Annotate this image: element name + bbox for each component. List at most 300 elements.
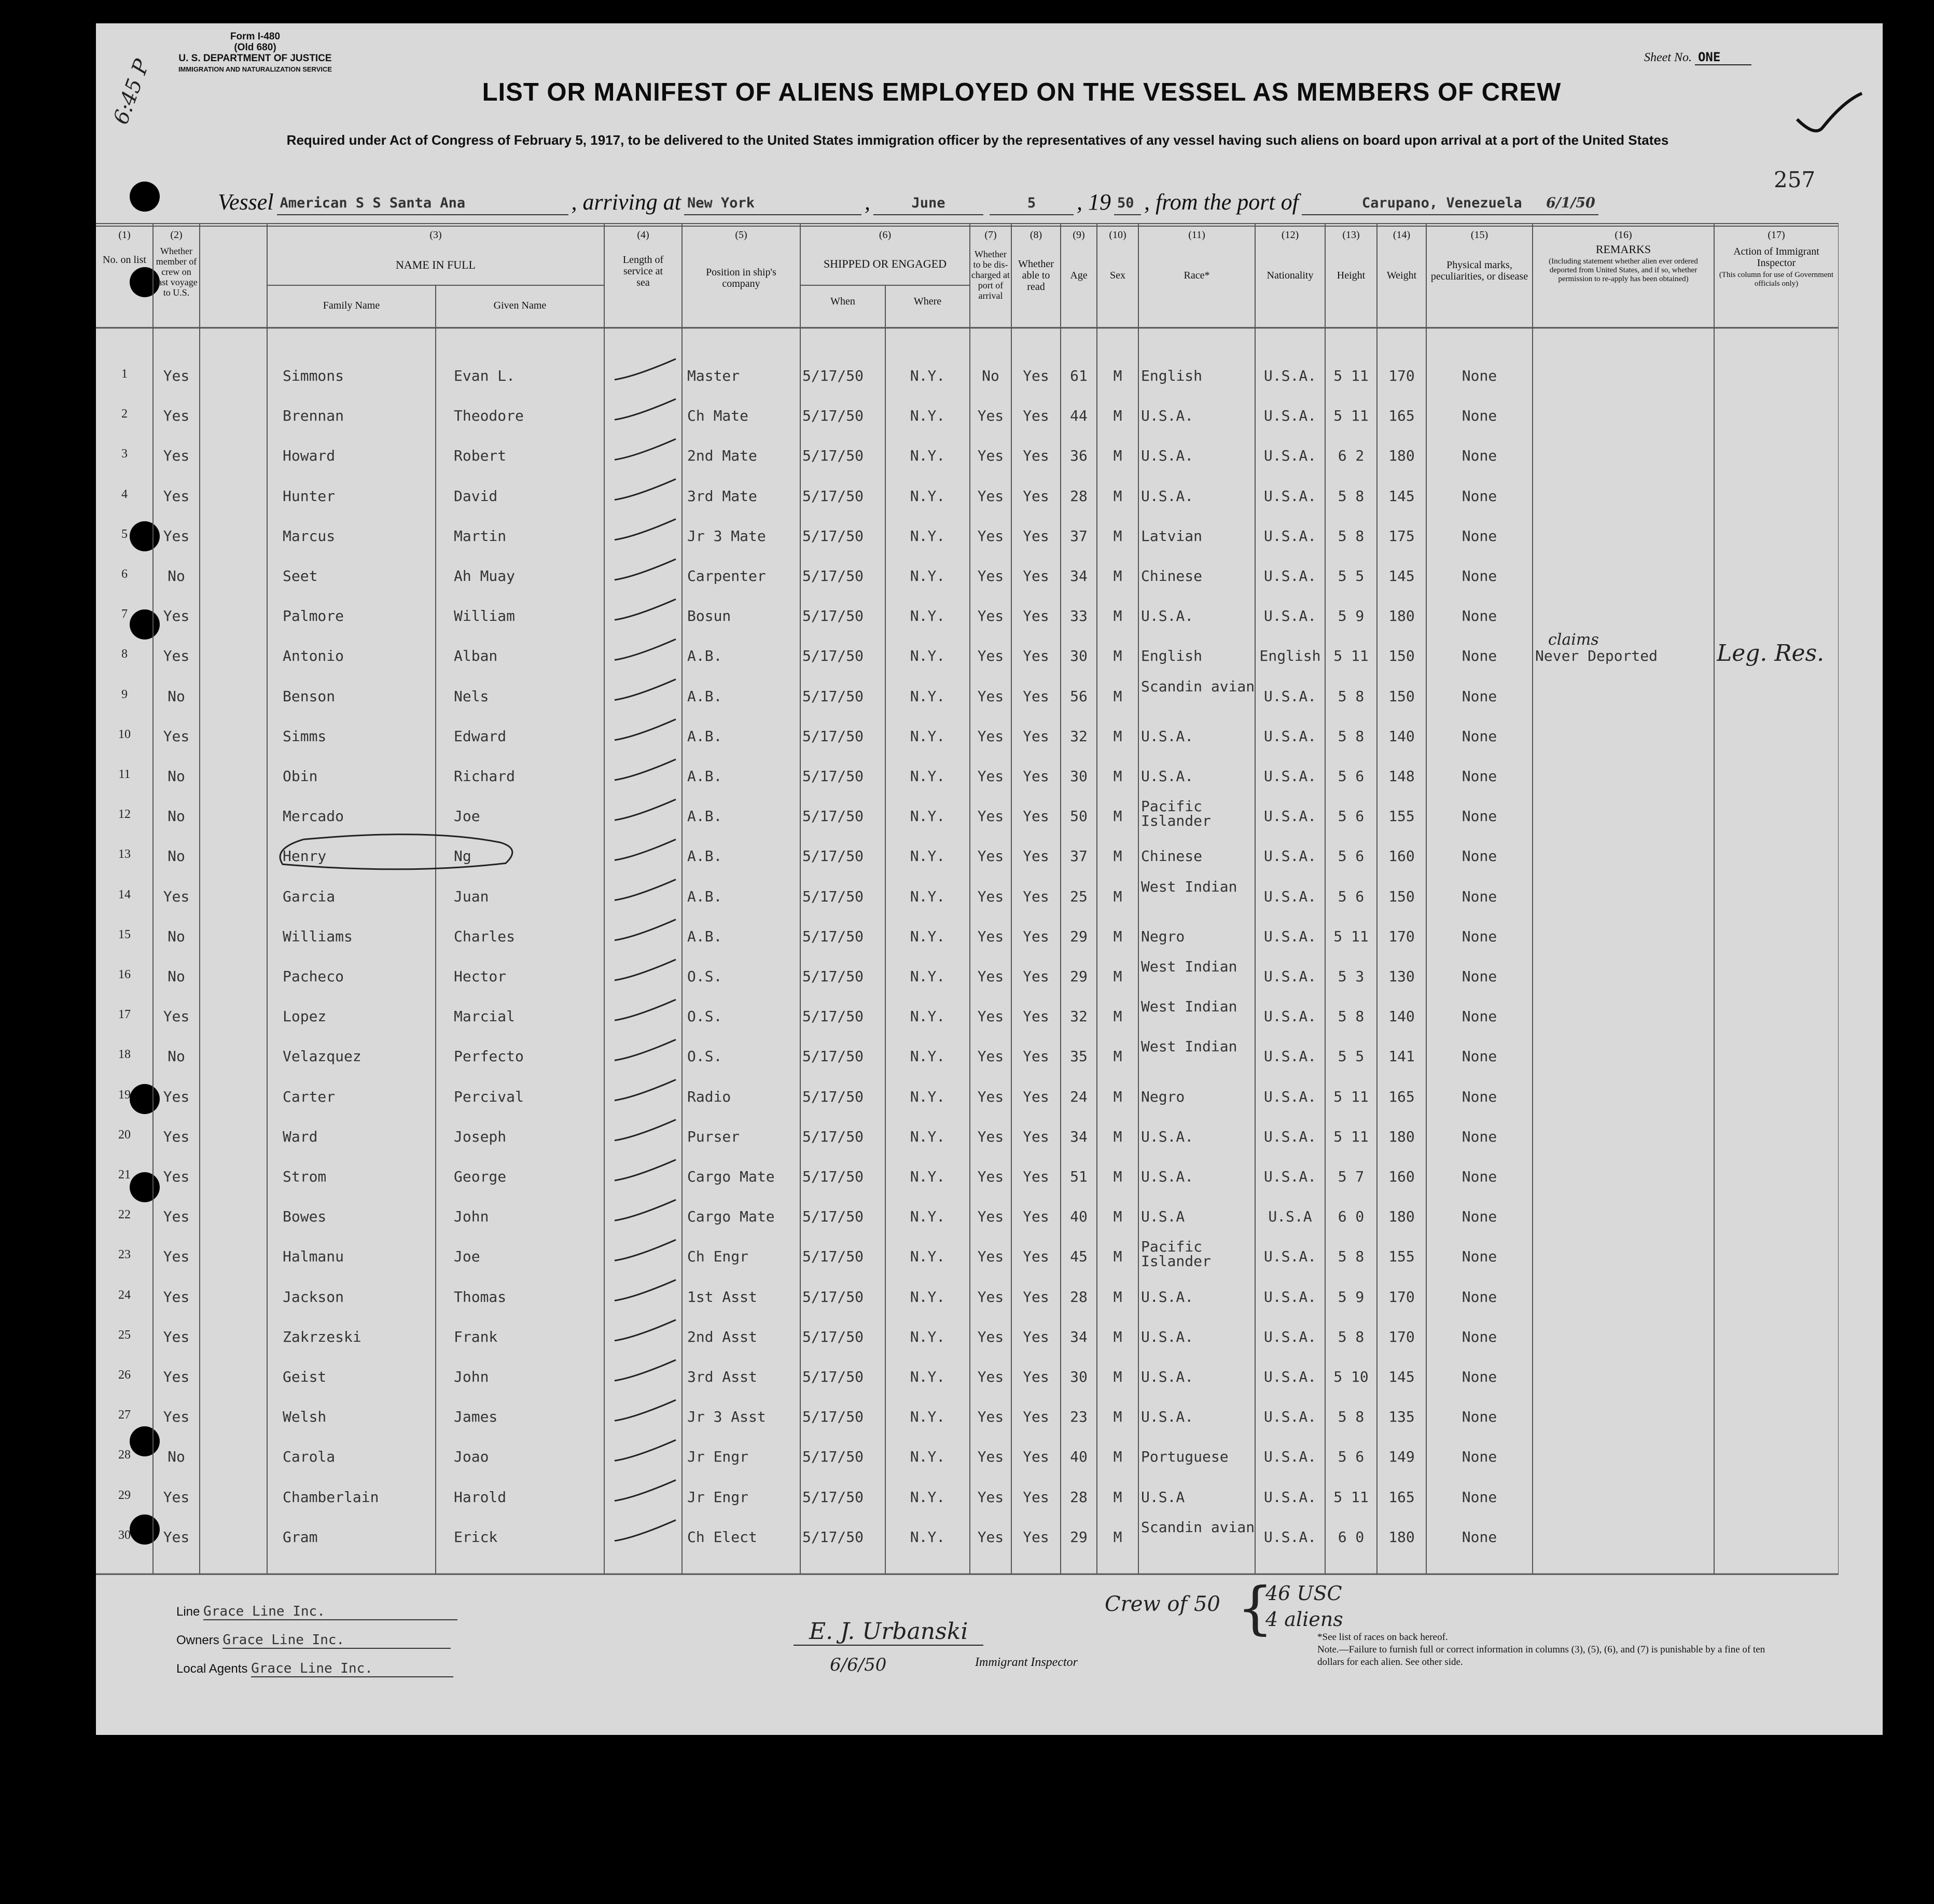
height: 6 2	[1338, 447, 1365, 464]
height: 6 0	[1338, 1208, 1365, 1225]
nationality: U.S.A.	[1263, 928, 1317, 945]
family-name: Halmanu	[283, 1248, 344, 1265]
shipped-where: N.Y.	[910, 888, 945, 905]
nationality: U.S.A.	[1263, 447, 1317, 464]
shipped-when: 5/17/50	[802, 1368, 864, 1385]
table-row	[96, 718, 1839, 749]
race: U.S.A.	[1141, 488, 1194, 505]
weight: 148	[1388, 768, 1415, 785]
col-num: (15)	[1470, 229, 1488, 241]
sex: M	[1113, 1408, 1122, 1425]
nationality: U.S.A.	[1263, 1489, 1317, 1506]
departure-date: 6/1/50	[1546, 195, 1595, 211]
race: Negro	[1141, 928, 1185, 945]
race: U.S.A.	[1141, 1368, 1194, 1385]
prev-voyage: Yes	[163, 1208, 190, 1225]
sex: M	[1113, 847, 1122, 865]
header-sex: Sex	[1110, 270, 1125, 281]
given-name: Percival	[454, 1088, 524, 1105]
prev-voyage: Yes	[163, 1489, 190, 1506]
race: U.S.A.	[1141, 447, 1194, 464]
table-row	[96, 1119, 1839, 1150]
family-name: Bowes	[283, 1208, 327, 1225]
header-remarks-sub: (Including statement whether alien ever ordered deported from United States, and if so, whether permission to re-apply has been obtained)	[1549, 257, 1698, 283]
shipped-where: N.Y.	[910, 647, 945, 664]
shipped-when: 5/17/50	[802, 447, 864, 464]
family-name: Strom	[283, 1168, 327, 1185]
row-number: 1	[121, 367, 128, 381]
nationality: U.S.A	[1268, 1208, 1312, 1225]
owners-field	[176, 1632, 451, 1649]
shipped-when: 5/17/50	[802, 728, 864, 745]
family-name: Benson	[283, 688, 336, 705]
shipped-when: 5/17/50	[802, 847, 864, 865]
shipped-when: 5/17/50	[802, 1088, 864, 1105]
sex: M	[1113, 1328, 1122, 1345]
header-name-in-full: NAME IN FULL	[396, 258, 476, 271]
crew-aliens: 4 aliens	[1265, 1608, 1343, 1631]
height: 5 6	[1338, 888, 1365, 905]
page-subtitle: Required under Act of Congress of February 5, 1917, to be delivered to the United States immigration officer by the representatives of any vessel having such aliens on board upon arrival at a port of the United States	[286, 132, 1669, 148]
age: 29	[1070, 968, 1088, 985]
shipped-where: N.Y.	[910, 567, 945, 585]
race: West Indian	[1141, 999, 1237, 1014]
sex: M	[1113, 928, 1122, 945]
weight: 150	[1388, 647, 1415, 664]
weight: 165	[1388, 1088, 1415, 1105]
family-name: Carola	[283, 1448, 336, 1465]
nationality: U.S.A.	[1263, 808, 1317, 825]
able-to-read: Yes	[1023, 1248, 1049, 1265]
prev-voyage: Yes	[163, 647, 190, 664]
row-number: 15	[118, 928, 131, 941]
able-to-read: Yes	[1023, 607, 1049, 624]
header-remarks: REMARKS	[1595, 243, 1651, 256]
col-num: (14)	[1393, 229, 1411, 241]
prev-voyage: No	[168, 808, 185, 825]
discharged: Yes	[977, 768, 1004, 785]
crew-total: Crew of 50	[1105, 1592, 1220, 1616]
row-number: 20	[118, 1128, 131, 1142]
row-number: 23	[118, 1248, 131, 1261]
height: 5 8	[1338, 688, 1365, 705]
prev-voyage: Yes	[163, 1088, 190, 1105]
prev-voyage: Yes	[163, 728, 190, 745]
sex: M	[1113, 888, 1122, 905]
nationality: U.S.A.	[1263, 1048, 1317, 1065]
sex: M	[1113, 1128, 1122, 1145]
shipped-where: N.Y.	[910, 847, 945, 865]
arrival-day: 5	[990, 195, 1074, 215]
shipped-where: N.Y.	[910, 928, 945, 945]
age: 30	[1070, 1368, 1088, 1385]
nationality: U.S.A.	[1263, 1528, 1317, 1546]
shipped-where: N.Y.	[910, 1248, 945, 1265]
sex: M	[1113, 1288, 1122, 1305]
discharged: Yes	[977, 728, 1004, 745]
table-row	[96, 1159, 1839, 1190]
race: West Indian	[1141, 960, 1237, 974]
discharged: Yes	[977, 567, 1004, 585]
able-to-read: Yes	[1023, 527, 1049, 545]
physical-marks: None	[1462, 768, 1497, 785]
nationality: U.S.A.	[1263, 1088, 1317, 1105]
discharged: Yes	[977, 1088, 1004, 1105]
table-row	[96, 1038, 1839, 1069]
header-age: Age	[1070, 270, 1088, 281]
race: U.S.A.	[1141, 1168, 1194, 1185]
nationality: U.S.A.	[1263, 728, 1317, 745]
able-to-read: Yes	[1023, 1288, 1049, 1305]
weight: 155	[1388, 1248, 1415, 1265]
weight: 180	[1388, 447, 1415, 464]
age: 36	[1070, 447, 1088, 464]
height: 6 0	[1338, 1528, 1365, 1546]
physical-marks: None	[1462, 607, 1497, 624]
shipped-when: 5/17/50	[802, 968, 864, 985]
prev-voyage: Yes	[163, 527, 190, 545]
discharged: Yes	[977, 1408, 1004, 1425]
shipped-when: 5/17/50	[802, 928, 864, 945]
weight: 170	[1388, 928, 1415, 945]
family-name: Gram	[283, 1528, 318, 1546]
discharged: Yes	[977, 647, 1004, 664]
discharged: Yes	[977, 1208, 1004, 1225]
owners-value: Grace Line Inc.	[222, 1632, 451, 1649]
given-name: Frank	[454, 1328, 498, 1345]
weight: 155	[1388, 808, 1415, 825]
given-name: Perfecto	[454, 1048, 524, 1065]
given-name: Nels	[454, 688, 489, 705]
physical-marks: None	[1462, 1288, 1497, 1305]
age: 37	[1070, 527, 1088, 545]
shipped-where: N.Y.	[910, 1168, 945, 1185]
family-name: Antonio	[283, 647, 344, 664]
physical-marks: None	[1462, 847, 1497, 865]
able-to-read: Yes	[1023, 1528, 1049, 1546]
physical-marks: None	[1462, 367, 1497, 384]
sex: M	[1113, 1168, 1122, 1185]
service-name: IMMIGRATION AND NATURALIZATION SERVICE	[178, 65, 332, 73]
shipped-where: N.Y.	[910, 1489, 945, 1506]
shipped-where: N.Y.	[910, 1448, 945, 1465]
physical-marks: None	[1462, 1048, 1497, 1065]
row-number: 30	[118, 1528, 131, 1542]
discharged: Yes	[977, 447, 1004, 464]
comma-sep: ,	[864, 189, 870, 215]
sex: M	[1113, 647, 1122, 664]
shipped-when: 5/17/50	[802, 647, 864, 664]
age: 44	[1070, 407, 1088, 424]
shipped-when: 5/17/50	[802, 1208, 864, 1225]
family-name: Brennan	[283, 407, 344, 424]
height: 5 11	[1333, 367, 1369, 384]
col-num: (1)	[118, 229, 131, 241]
given-name: David	[454, 488, 498, 505]
table-row	[96, 919, 1839, 950]
race: Latvian	[1141, 527, 1203, 545]
physical-marks: None	[1462, 1008, 1497, 1025]
year-prefix: , 19	[1076, 189, 1111, 215]
weight: 170	[1388, 1328, 1415, 1345]
sex: M	[1113, 688, 1122, 705]
weight: 180	[1388, 607, 1415, 624]
nationality: U.S.A.	[1263, 1248, 1317, 1265]
position: 2nd Asst	[687, 1328, 757, 1345]
header-race: Race*	[1184, 270, 1210, 281]
height: 5 8	[1338, 728, 1365, 745]
height: 5 11	[1333, 1088, 1369, 1105]
table-row	[96, 358, 1839, 389]
table-row	[96, 798, 1839, 829]
given-name: Theodore	[454, 407, 524, 424]
weight: 149	[1388, 1448, 1415, 1465]
table-row	[96, 958, 1839, 990]
shipped-when: 5/17/50	[802, 1128, 864, 1145]
col-num: (17)	[1768, 229, 1785, 241]
physical-marks: None	[1462, 1248, 1497, 1265]
arrival-month: June	[873, 195, 983, 215]
row-number: 9	[121, 688, 128, 701]
discharged: Yes	[977, 1008, 1004, 1025]
race: West Indian	[1141, 880, 1237, 894]
shipped-when: 5/17/50	[802, 1288, 864, 1305]
position: Ch Elect	[687, 1528, 757, 1546]
age: 56	[1070, 688, 1088, 705]
prev-voyage: No	[168, 567, 185, 585]
able-to-read: Yes	[1023, 488, 1049, 505]
prev-voyage: Yes	[163, 1008, 190, 1025]
row-number: 10	[118, 728, 131, 741]
given-name: Robert	[454, 447, 507, 464]
page-title: LIST OR MANIFEST OF ALIENS EMPLOYED ON THE VESSEL AS MEMBERS OF CREW	[482, 78, 1562, 106]
shipped-where: N.Y.	[910, 607, 945, 624]
table-row	[96, 1079, 1839, 1110]
age: 45	[1070, 1248, 1088, 1265]
shipped-where: N.Y.	[910, 527, 945, 545]
table-row	[96, 998, 1839, 1030]
sex: M	[1113, 607, 1122, 624]
discharged: Yes	[977, 1328, 1004, 1345]
header-position: Position in ship's company	[706, 267, 776, 289]
discharged: Yes	[977, 1528, 1004, 1546]
race: West Indian	[1141, 1039, 1237, 1054]
sheet-value: ONE	[1695, 50, 1751, 65]
line-field	[176, 1604, 457, 1620]
sex: M	[1113, 447, 1122, 464]
height: 5 9	[1338, 607, 1365, 624]
discharged: Yes	[977, 968, 1004, 985]
weight: 145	[1388, 1368, 1415, 1385]
physical-marks: None	[1462, 808, 1497, 825]
weight: 165	[1388, 407, 1415, 424]
prev-voyage: Yes	[163, 607, 190, 624]
family-name: Lopez	[283, 1008, 327, 1025]
able-to-read: Yes	[1023, 1008, 1049, 1025]
race: Pacific Islander	[1141, 799, 1211, 828]
age: 35	[1070, 1048, 1088, 1065]
weight: 175	[1388, 527, 1415, 545]
shipped-where: N.Y.	[910, 808, 945, 825]
weight: 165	[1388, 1489, 1415, 1506]
height: 5 11	[1333, 1128, 1369, 1145]
discharged: Yes	[977, 1248, 1004, 1265]
shipped-when: 5/17/50	[802, 367, 864, 384]
given-name: Erick	[454, 1528, 498, 1546]
given-name: Thomas	[454, 1288, 507, 1305]
col-num: (9)	[1073, 229, 1085, 241]
col-num: (5)	[735, 229, 747, 241]
physical-marks: None	[1462, 1168, 1497, 1185]
shipped-where: N.Y.	[910, 1368, 945, 1385]
shipped-when: 5/17/50	[802, 607, 864, 624]
inspector-action: Leg. Res.	[1717, 640, 1825, 666]
discharged: Yes	[977, 407, 1004, 424]
discharged: Yes	[977, 888, 1004, 905]
weight: 135	[1388, 1408, 1415, 1425]
race: Scandin avian	[1141, 679, 1255, 694]
check-mark-icon	[1794, 91, 1867, 137]
shipped-when: 5/17/50	[802, 1248, 864, 1265]
crew-table	[96, 223, 1839, 1577]
able-to-read: Yes	[1023, 928, 1049, 945]
age: 23	[1070, 1408, 1088, 1425]
line-value: Grace Line Inc.	[203, 1604, 457, 1620]
race: Scandin avian	[1141, 1520, 1255, 1535]
height: 5 11	[1333, 647, 1369, 664]
physical-marks: None	[1462, 1489, 1497, 1506]
voyage-line	[218, 184, 1602, 215]
age: 29	[1070, 928, 1088, 945]
sheet-number	[1644, 50, 1751, 65]
sex: M	[1113, 808, 1122, 825]
table-row	[96, 678, 1839, 710]
remarks-note: claims	[1548, 631, 1599, 649]
shipped-where: N.Y.	[910, 1208, 945, 1225]
position: O.S.	[687, 1048, 722, 1065]
able-to-read: Yes	[1023, 367, 1049, 384]
agents-label: Local Agents	[176, 1662, 248, 1676]
form-number: Form I-480	[230, 31, 281, 42]
shipped-where: N.Y.	[910, 1008, 945, 1025]
header-action: Action of Immigrant Inspector	[1733, 246, 1819, 269]
shipped-where: N.Y.	[910, 1408, 945, 1425]
given-name: George	[454, 1168, 507, 1185]
position: A.B.	[687, 888, 722, 905]
sex: M	[1113, 407, 1122, 424]
header-nationality: Nationality	[1267, 270, 1314, 281]
sex: M	[1113, 728, 1122, 745]
family-name: Mercado	[283, 808, 344, 825]
shipped-where: N.Y.	[910, 1528, 945, 1546]
position: Jr Engr	[687, 1448, 749, 1465]
nationality: English	[1259, 647, 1321, 664]
vessel-label: Vessel	[218, 189, 274, 215]
height: 5 8	[1338, 488, 1365, 505]
position: Ch Mate	[687, 407, 749, 424]
prev-voyage: Yes	[163, 1528, 190, 1546]
departure-port-name: Carupano, Venezuela	[1361, 195, 1522, 211]
row-number: 7	[121, 607, 128, 621]
race: U.S.A.	[1141, 1328, 1194, 1345]
able-to-read: Yes	[1023, 567, 1049, 585]
shipped-when: 5/17/50	[802, 1528, 864, 1546]
row-number: 16	[118, 968, 131, 981]
department-name: U. S. DEPARTMENT OF JUSTICE	[178, 53, 332, 64]
table-row	[96, 1199, 1839, 1230]
shipped-when: 5/17/50	[802, 1168, 864, 1185]
given-name: John	[454, 1208, 489, 1225]
table-row	[96, 598, 1839, 629]
row-number: 28	[118, 1448, 131, 1462]
discharged: Yes	[977, 1128, 1004, 1145]
nationality: U.S.A.	[1263, 1408, 1317, 1425]
age: 25	[1070, 888, 1088, 905]
able-to-read: Yes	[1023, 688, 1049, 705]
prev-voyage: Yes	[163, 367, 190, 384]
given-name: Ng	[454, 847, 471, 865]
family-name: Obin	[283, 768, 318, 785]
height: 5 6	[1338, 1448, 1365, 1465]
given-name: Martin	[454, 527, 507, 545]
able-to-read: Yes	[1023, 1368, 1049, 1385]
header-height: Height	[1337, 270, 1366, 281]
race: Negro	[1141, 1088, 1185, 1105]
weight: 145	[1388, 488, 1415, 505]
discharged: Yes	[977, 1168, 1004, 1185]
family-name: Henry	[283, 847, 327, 865]
row-number: 13	[118, 847, 131, 861]
shipped-when: 5/17/50	[802, 808, 864, 825]
family-name: Pacheco	[283, 968, 344, 985]
position: Bosun	[687, 607, 731, 624]
race: Chinese	[1141, 847, 1203, 865]
penalty-note: Note.—Failure to furnish full or correct information in columns (3), (5), (6), and (7) is punishable by a fine of ten dollars for each alien. See other side.	[1317, 1644, 1765, 1667]
arrival-port: New York	[684, 195, 861, 215]
position: Jr 3 Mate	[687, 527, 766, 545]
height: 5 9	[1338, 1288, 1365, 1305]
family-name: Simmons	[283, 367, 344, 384]
weight: 180	[1388, 1528, 1415, 1546]
physical-marks: None	[1462, 688, 1497, 705]
family-name: Hunter	[283, 488, 336, 505]
physical-marks: None	[1462, 888, 1497, 905]
given-name: Evan L.	[454, 367, 516, 384]
physical-marks: None	[1462, 1408, 1497, 1425]
weight: 150	[1388, 688, 1415, 705]
nationality: U.S.A.	[1263, 488, 1317, 505]
binder-hole	[130, 182, 160, 212]
table-row	[96, 518, 1839, 549]
position: A.B.	[687, 808, 722, 825]
race: English	[1141, 367, 1203, 384]
header-family-name: Family Name	[323, 300, 380, 311]
family-name: Howard	[283, 447, 336, 464]
shipped-when: 5/17/50	[802, 1048, 864, 1065]
given-name: Edward	[454, 728, 507, 745]
prev-voyage: Yes	[163, 447, 190, 464]
weight: 160	[1388, 847, 1415, 865]
family-name: Williams	[283, 928, 353, 945]
able-to-read: Yes	[1023, 847, 1049, 865]
weight: 160	[1388, 1168, 1415, 1185]
given-name: Harold	[454, 1489, 507, 1506]
given-name: Ah Muay	[454, 567, 516, 585]
age: 34	[1070, 567, 1088, 585]
prev-voyage: No	[168, 928, 185, 945]
age: 34	[1070, 1328, 1088, 1345]
inspector-label: Immigrant Inspector	[975, 1656, 1078, 1669]
